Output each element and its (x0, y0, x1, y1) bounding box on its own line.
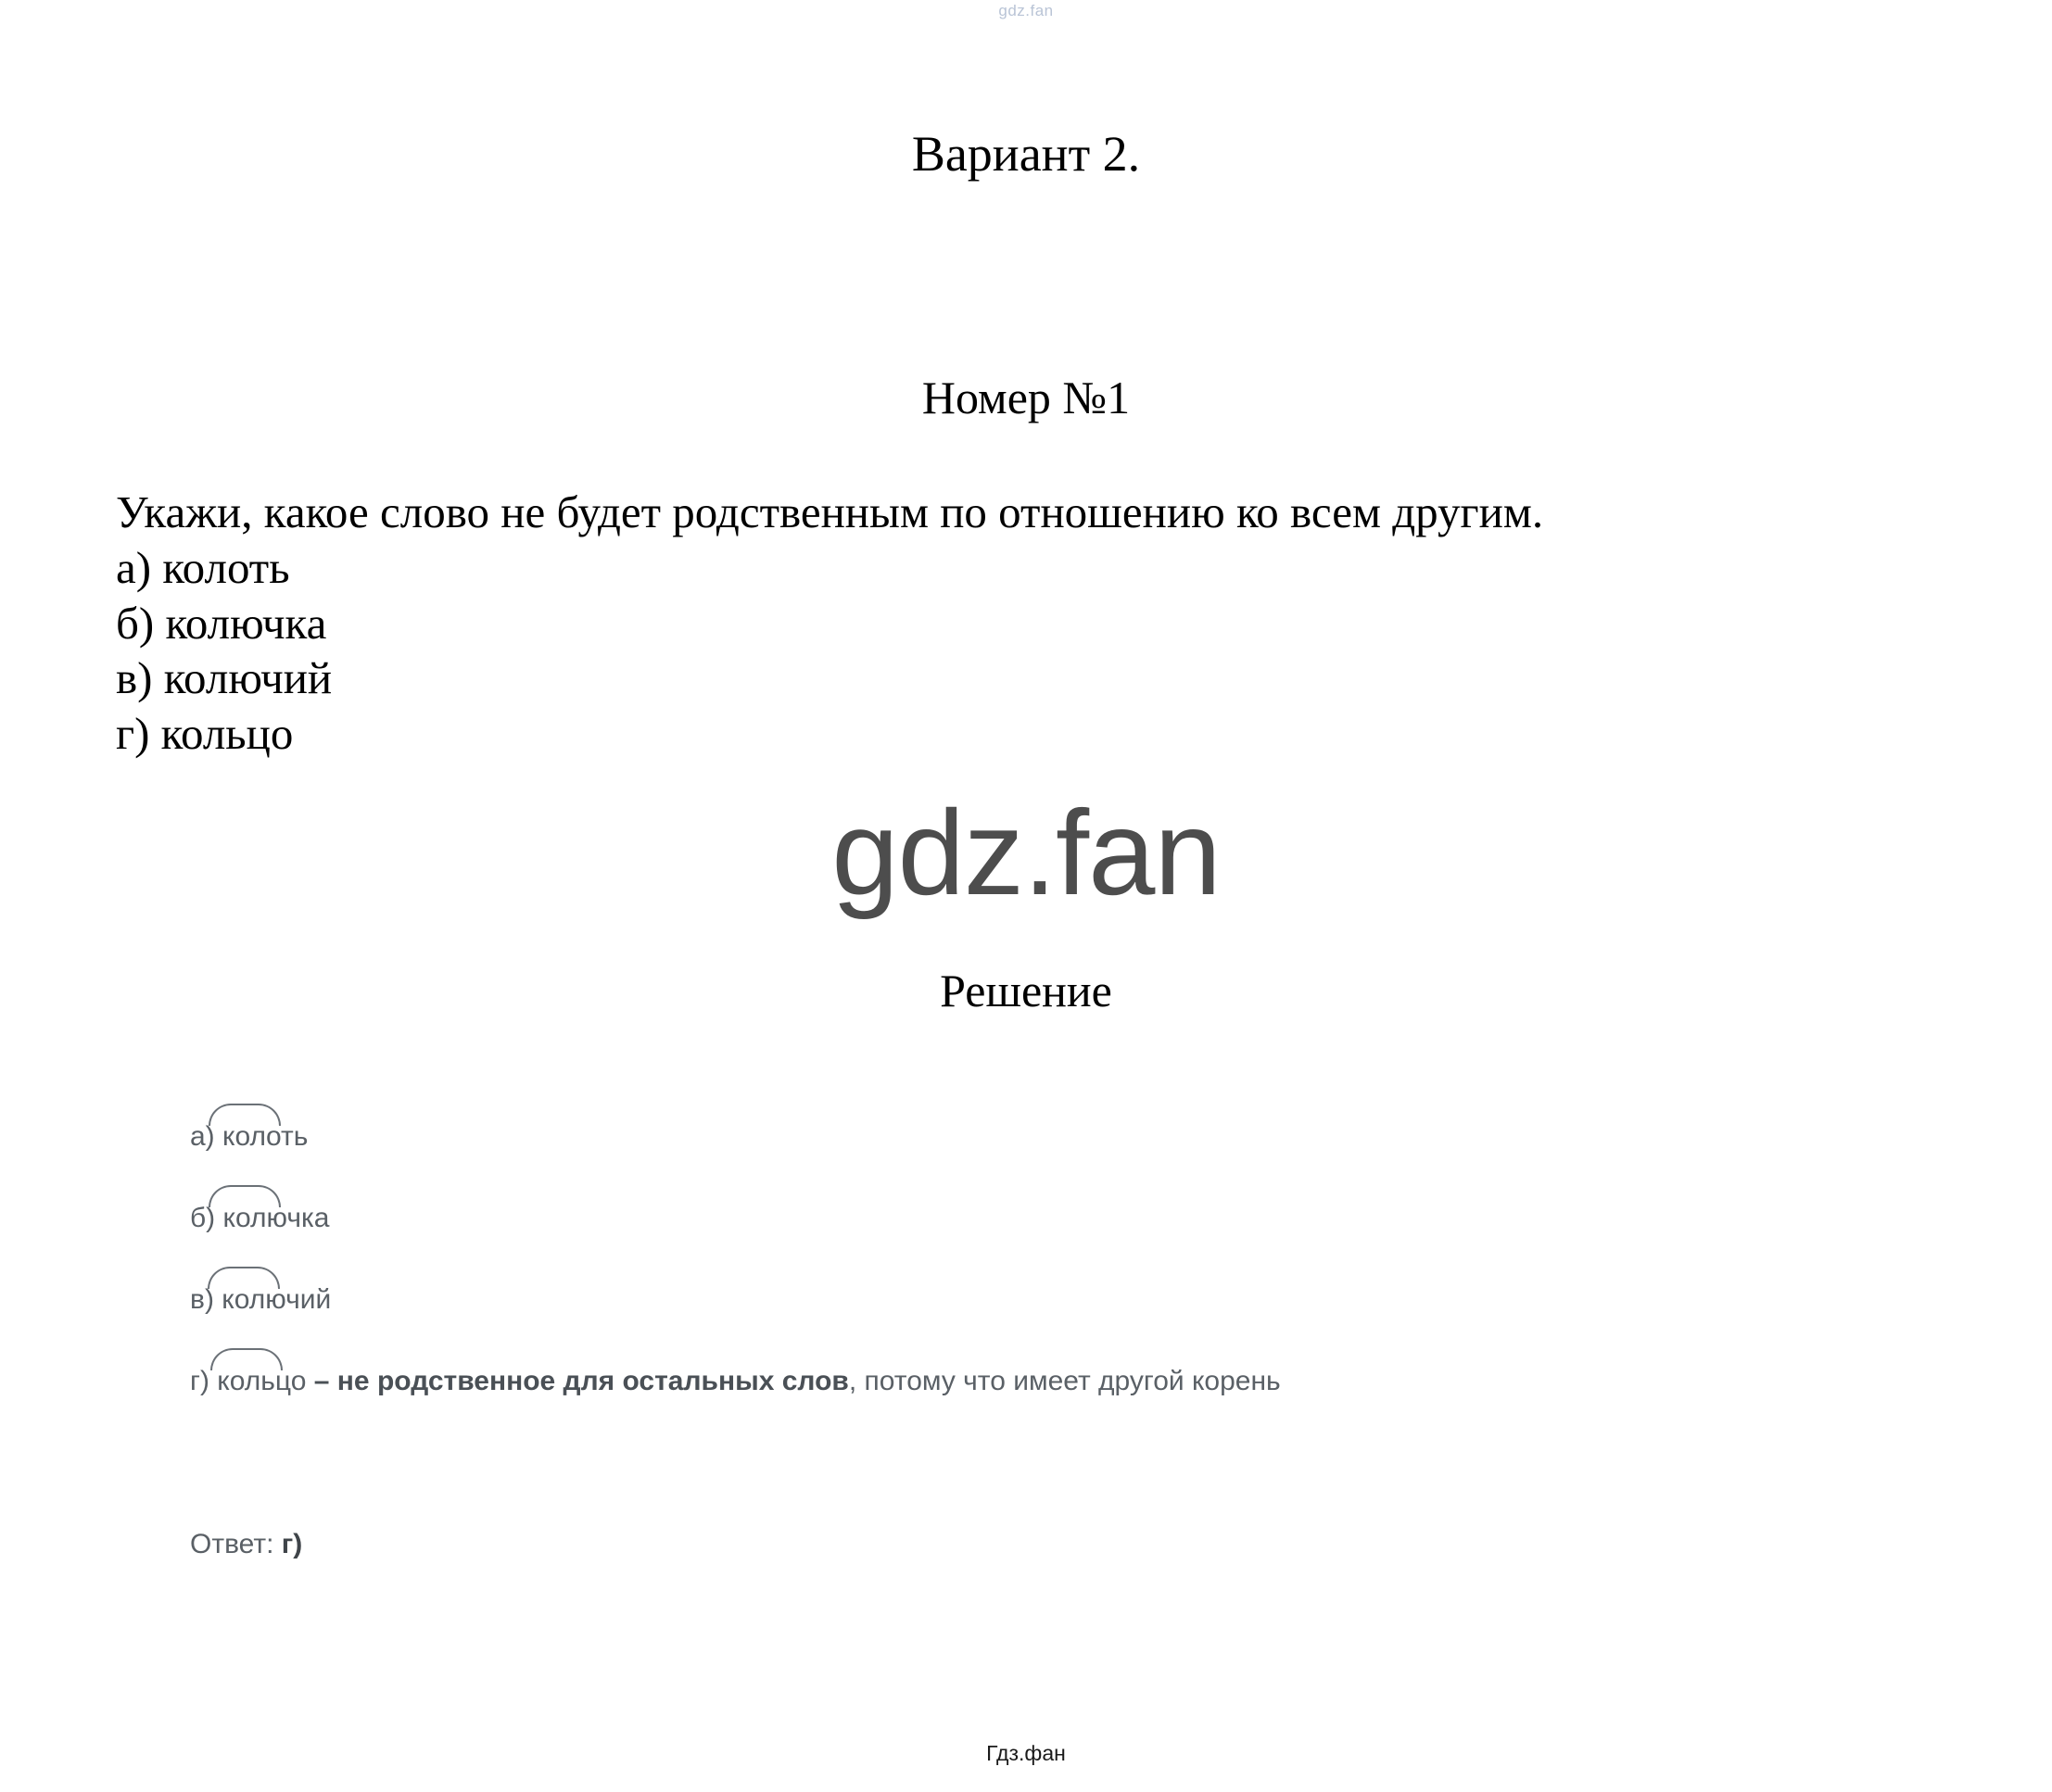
root-text-a: кол (222, 1121, 267, 1152)
option-d: г) кольцо (116, 708, 294, 760)
answer-value: г) (281, 1529, 303, 1559)
solution-line-a (190, 1121, 1858, 1153)
bottom-watermark: Гдз.фан (986, 1741, 1066, 1765)
root-text-b: кол (222, 1203, 267, 1233)
answer-label: Ответ: (190, 1529, 282, 1559)
root-text-c: кол (222, 1284, 266, 1315)
solution-tail-b: ючка (266, 1203, 330, 1233)
option-b: б) колючка (116, 597, 327, 649)
solution-note-bold: – не родственное для остальных слов (313, 1366, 849, 1396)
solution-prefix-d: г) (190, 1366, 218, 1396)
center-watermark: gdz.fan (831, 785, 1221, 920)
solution-prefix-b: б) (190, 1203, 223, 1233)
root-marker-c (222, 1284, 265, 1316)
question-block (116, 485, 1932, 762)
task-number-heading: Номер №1 (921, 372, 1131, 423)
solution-tail-c: ючий (265, 1284, 332, 1315)
answer-line (190, 1529, 302, 1560)
solution-body (190, 1121, 1858, 1447)
solution-line-c (190, 1284, 1858, 1316)
variant-title: Вариант 2. (911, 126, 1141, 182)
solution-line-d (190, 1366, 1858, 1397)
root-marker-b (223, 1203, 267, 1234)
solution-tail-a: оть (266, 1121, 309, 1152)
option-c: в) колючий (116, 652, 333, 704)
top-watermark: gdz.fan (998, 2, 1054, 19)
root-marker-a (222, 1121, 266, 1153)
root-marker-d (217, 1366, 275, 1397)
root-arc-icon (209, 1104, 281, 1126)
root-arc-icon (209, 1185, 281, 1207)
root-arc-icon (208, 1267, 280, 1289)
root-text-d: коль (217, 1366, 275, 1396)
root-arc-icon (210, 1348, 283, 1370)
solution-prefix-c: в) (190, 1284, 222, 1315)
solution-heading: Решение (940, 965, 1112, 1016)
solution-prefix-a: а) (190, 1121, 223, 1152)
solution-line-b (190, 1203, 1858, 1234)
option-a: а) колоть (116, 541, 290, 593)
solution-tail-d: цо (274, 1366, 314, 1396)
question-text: Укажи, какое слово не будет родственным по отношению ко всем другим. (116, 486, 1544, 537)
solution-note: , потому что имеет другой корень (848, 1366, 1281, 1396)
